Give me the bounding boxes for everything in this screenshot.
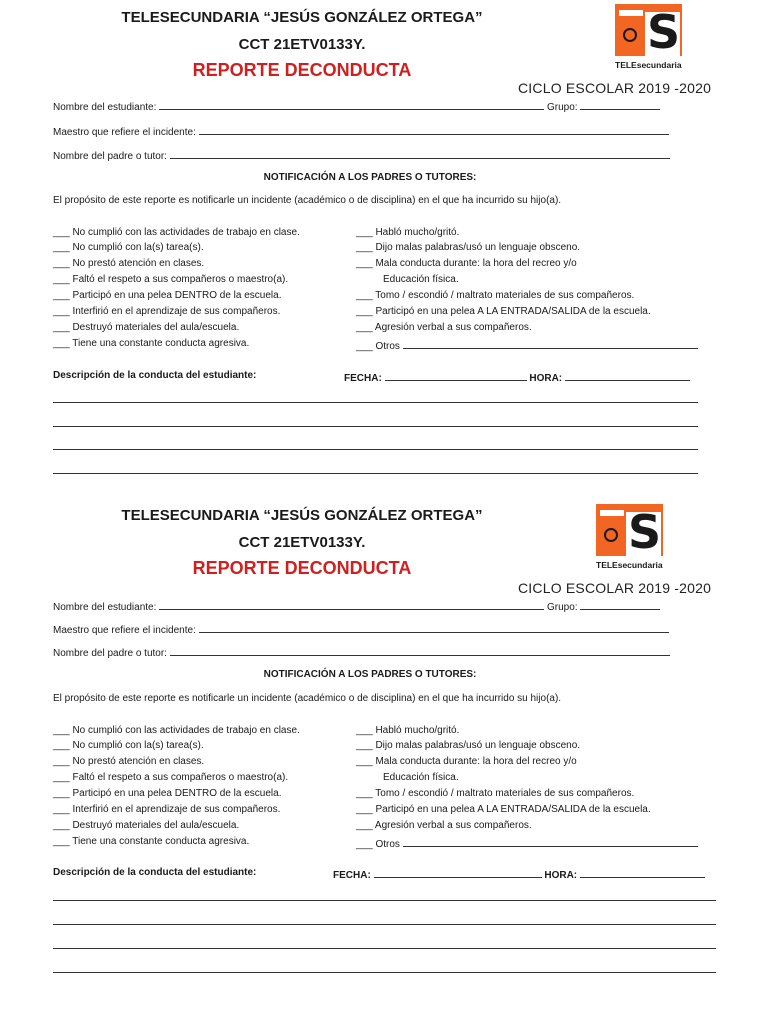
checklist-item[interactable]: ___ Tiene una constante conducta agresiva. [53, 338, 250, 349]
description-line[interactable] [53, 402, 698, 403]
teacher-line[interactable] [199, 124, 669, 135]
student-name-line[interactable] [159, 599, 544, 610]
fecha-line[interactable] [385, 370, 527, 381]
hora-label: HORA: [544, 870, 578, 881]
otros-line[interactable] [403, 338, 698, 349]
logo-s-letter: S [647, 5, 681, 59]
student-name-label: Nombre del estudiante: [53, 102, 157, 113]
checklist-item[interactable]: ___ Agresión verbal a sus compañeros. [356, 322, 532, 333]
checklist-item[interactable]: ___ No prestó atención en clases. [53, 756, 205, 767]
school-name: TELESECUNDARIA “JESÚS GONZÁLEZ ORTEGA” [121, 507, 483, 524]
parent-field[interactable] [53, 645, 670, 659]
teacher-label: Maestro que refiere el incidente: [53, 127, 196, 138]
description-line[interactable] [53, 426, 698, 427]
logo-brand-text: TELEsecundaria [615, 60, 682, 70]
checklist-item[interactable]: ___ Habló mucho/gritó. [356, 725, 460, 736]
description-line[interactable] [53, 449, 698, 450]
checklist-item[interactable]: ___ Agresión verbal a sus compañeros. [356, 820, 532, 831]
checklist-item[interactable]: ___ Interfirió en el aprendizaje de sus compañeros. [53, 804, 281, 815]
checklist-item-continuation: Educación física. [383, 772, 459, 783]
telesecundaria-logo [596, 504, 663, 578]
school-year: CICLO ESCOLAR 2019 -2020 [518, 580, 712, 596]
otros-line[interactable] [403, 836, 698, 847]
parent-field[interactable] [53, 148, 670, 162]
otros-label: ___ Otros [356, 839, 400, 850]
teacher-field[interactable] [53, 622, 669, 636]
checklist-item[interactable]: ___ Dijo malas palabras/usó un lenguaje obsceno. [356, 242, 581, 253]
fecha-field[interactable] [344, 370, 690, 384]
notification-title: NOTIFICACIÓN A LOS PADRES O TUTORES: [263, 669, 477, 680]
logo-t-bar [619, 10, 643, 16]
student-name-line[interactable] [159, 99, 544, 110]
checklist-item[interactable]: ___ No cumplió con las actividades de trabajo en clase. [53, 725, 300, 736]
report-title: REPORTE DECONDUCTA [192, 60, 412, 80]
telesecundaria-logo [615, 4, 682, 78]
checklist-item[interactable]: ___ Participó en una pelea DENTRO de la escuela. [53, 788, 282, 799]
logo-ring-icon [604, 528, 618, 542]
checklist-item[interactable]: ___ Interfirió en el aprendizaje de sus compañeros. [53, 306, 281, 317]
group-label: Grupo: [546, 602, 578, 613]
description-line[interactable] [53, 473, 698, 474]
checklist-item[interactable]: ___ Mala conducta durante: la hora del recreo y/o [356, 756, 577, 767]
group-line[interactable] [580, 99, 660, 110]
logo-ring-icon [623, 28, 637, 42]
teacher-label: Maestro que refiere el incidente: [53, 625, 196, 636]
otros-label: ___ Otros [356, 341, 400, 352]
school-year: CICLO ESCOLAR 2019 -2020 [518, 80, 712, 96]
notification-title: NOTIFICACIÓN A LOS PADRES O TUTORES: [263, 172, 477, 183]
description-line[interactable] [53, 900, 716, 901]
checklist-item[interactable]: ___ Participó en una pelea DENTRO de la escuela. [53, 290, 282, 301]
teacher-line[interactable] [199, 622, 669, 633]
logo-s-letter: S [628, 505, 662, 559]
student-name-label: Nombre del estudiante: [53, 602, 157, 613]
hora-line[interactable] [565, 370, 690, 381]
checklist-item[interactable]: ___ No cumplió con la(s) tarea(s). [53, 740, 204, 751]
hora-line[interactable] [580, 867, 705, 878]
fecha-line[interactable] [374, 867, 542, 878]
school-cct: CCT 21ETV0133Y. [238, 36, 366, 53]
description-line[interactable] [53, 948, 716, 949]
logo-brand-text: TELEsecundaria [596, 560, 663, 570]
fecha-label: FECHA: [344, 373, 382, 384]
fecha-field[interactable] [333, 867, 705, 881]
parent-label: Nombre del padre o tutor: [53, 151, 167, 162]
report-title: REPORTE DECONDUCTA [192, 558, 412, 578]
checklist-item[interactable]: ___ Tiene una constante conducta agresiva. [53, 836, 250, 847]
checklist-item[interactable]: ___ Dijo malas palabras/usó un lenguaje obsceno. [356, 740, 581, 751]
parent-line[interactable] [170, 645, 670, 656]
checklist-item-continuation: Educación física. [383, 274, 459, 285]
report-form-1 [0, 0, 768, 500]
checklist-item[interactable]: ___ No prestó atención en clases. [53, 258, 205, 269]
school-name: TELESECUNDARIA “JESÚS GONZÁLEZ ORTEGA” [121, 9, 483, 26]
group-label: Grupo: [546, 102, 578, 113]
checklist-item[interactable]: ___ Destruyó materiales del aula/escuela. [53, 820, 240, 831]
checklist-item[interactable]: ___ No cumplió con la(s) tarea(s). [53, 242, 204, 253]
parent-label: Nombre del padre o tutor: [53, 648, 167, 659]
checklist-item-otros[interactable] [356, 338, 698, 352]
description-label: Descripción de la conducta del estudiante: [53, 867, 257, 878]
logo-t-bar [600, 510, 624, 516]
student-name-field[interactable] [53, 99, 660, 113]
fecha-label: FECHA: [333, 870, 371, 881]
checklist-item[interactable]: ___ Habló mucho/gritó. [356, 227, 460, 238]
checklist-item[interactable]: ___ Tomo / escondió / maltrato materiales de sus compañeros. [356, 788, 635, 799]
checklist-item[interactable]: ___ Destruyó materiales del aula/escuela. [53, 322, 240, 333]
purpose-text: El propósito de este reporte es notificarle un incidente (académico o de disciplina) en el que ha incurrido su hijo(a). [53, 693, 562, 704]
description-label: Descripción de la conducta del estudiante: [53, 370, 257, 381]
checklist-item[interactable]: ___ Participó en una pelea A LA ENTRADA/SALIDA de la escuela. [356, 306, 651, 317]
description-line[interactable] [53, 972, 716, 973]
checklist-item[interactable]: ___ No cumplió con las actividades de trabajo en clase. [53, 227, 300, 238]
checklist-item[interactable]: ___ Faltó el respeto a sus compañeros o maestro(a). [53, 274, 289, 285]
checklist-item[interactable]: ___ Tomo / escondió / maltrato materiales de sus compañeros. [356, 290, 635, 301]
checklist-item[interactable]: ___ Mala conducta durante: la hora del recreo y/o [356, 258, 577, 269]
report-form-2 [0, 498, 768, 998]
checklist-item-otros[interactable] [356, 836, 698, 850]
checklist-item[interactable]: ___ Participó en una pelea A LA ENTRADA/SALIDA de la escuela. [356, 804, 651, 815]
school-cct: CCT 21ETV0133Y. [238, 534, 366, 551]
hora-label: HORA: [529, 373, 563, 384]
parent-line[interactable] [170, 148, 670, 159]
teacher-field[interactable] [53, 124, 669, 138]
group-line[interactable] [580, 599, 660, 610]
description-line[interactable] [53, 924, 716, 925]
purpose-text: El propósito de este reporte es notificarle un incidente (académico o de disciplina) en el que ha incurrido su hijo(a). [53, 195, 562, 206]
student-name-field[interactable] [53, 599, 660, 613]
checklist-item[interactable]: ___ Faltó el respeto a sus compañeros o maestro(a). [53, 772, 289, 783]
